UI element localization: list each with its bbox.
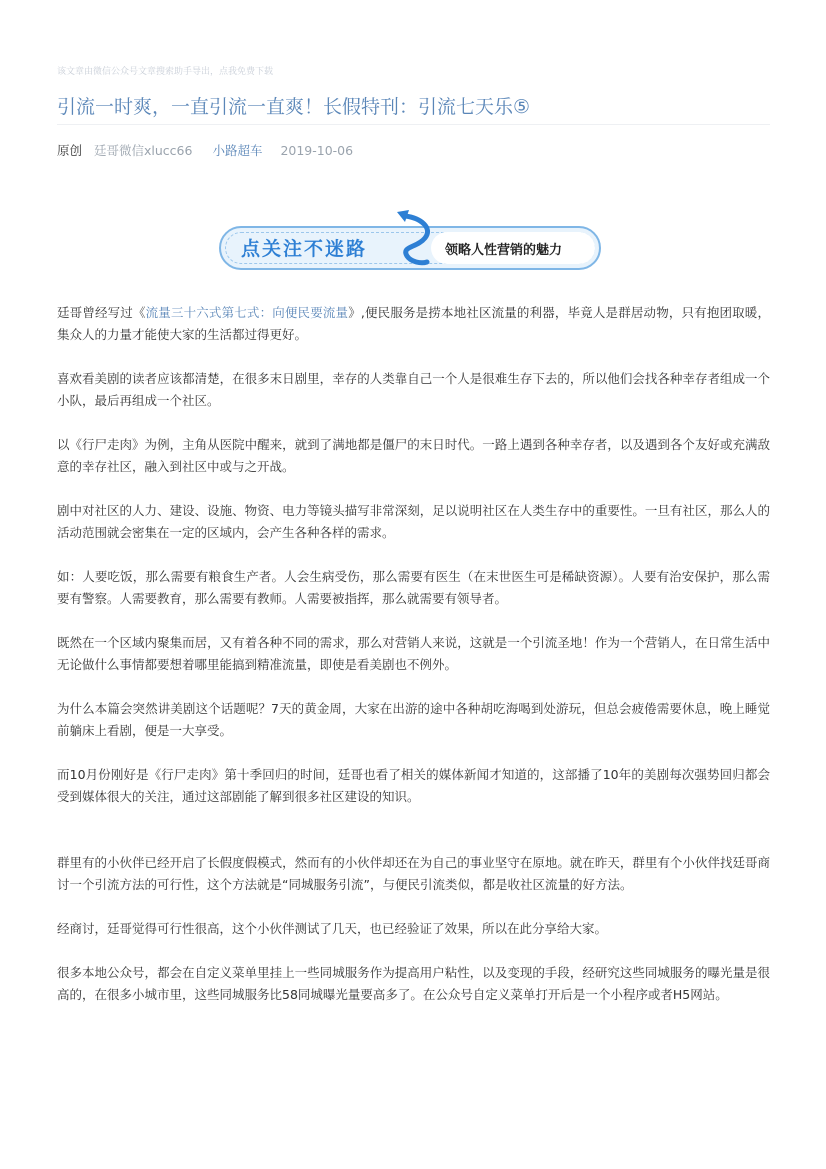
follow-banner [219, 206, 605, 274]
paragraph-8: 而10月份刚好是《行尸走肉》第十季回归的时间，廷哥也看了相关的媒体新闻才知道的，这部播了10年的美剧每次强势回归都会受到媒体很大的关注，通过这部剧能了解到很多社区建设的知识。 [57, 767, 770, 804]
paragraph-11: 很多本地公众号，都会在自定义菜单里挂上一些同城服务作为提高用户粘性，以及变现的手段，经研究这些同城服务的曝光量是很高的，在很多小城市里，这些同城服务比58同城曝光量要高多了。在公众号自定义菜单打开后是一个小程序或者H5网站。 [57, 965, 770, 1002]
account-link[interactable]: 小路超车 [212, 143, 263, 158]
article-title: 引流一时爽，一直引流一直爽！长假特刊：引流七天乐⑤ [57, 96, 531, 118]
article-body [57, 302, 770, 1028]
paragraph-4: 剧中对社区的人力、建设、设施、物资、电力等镜头描写非常深刻，足以说明社区在人类生存中的重要性。一旦有社区，那么人的活动范围就会密集在一定的区域内，会产生各种各样的需求。 [57, 503, 770, 540]
title-divider [57, 124, 770, 125]
related-article-link[interactable]: 流量三十六式第七式：向便民要流量 [145, 305, 349, 320]
paragraph-10: 经商讨，廷哥觉得可行性很高，这个小伙伴测试了几天，也已经验证了效果，所以在此分享给大家。 [57, 921, 608, 936]
export-notice-link[interactable]: 该文章由微信公众号文章搜索助手导出，点我免费下载 [57, 67, 274, 77]
article-meta [57, 141, 353, 159]
paragraph-9: 群里有的小伙伴已经开启了长假度假模式，然而有的小伙伴却还在为自己的事业坚守在原地。就在昨天，群里有个小伙伴找廷哥商讨一个引流方法的可行性，这个方法就是“同城服务引流”，与便民引流类似，都是收社区流量的好方法。 [57, 855, 770, 892]
banner-slogan-text: 领略人性营销的魅力 [445, 243, 563, 258]
publish-date: 2019-10-06 [280, 143, 354, 158]
paragraph-7: 为什么本篇会突然讲美剧这个话题呢？7天的黄金周，大家在出游的途中各种胡吃海喝到处游玩，但总会疲倦需要休息，晚上睡觉前躺床上看剧，便是一大享受。 [57, 701, 770, 738]
paragraph-5: 如：人要吃饭，那么需要有粮食生产者。人会生病受伤，那么需要有医生（在末世医生可是稀缺资源）。人要有治安保护，那么需要有警察。人需要教育，那么需要有教师。人需要被指挥，那么就需要有领导者。 [57, 569, 770, 606]
paragraph-2: 喜欢看美剧的读者应该都清楚，在很多末日剧里，幸存的人类靠自己一个人是很难生存下去的，所以他们会找各种幸存者组成一个小队，最后再组成一个社区。 [57, 371, 770, 408]
original-badge: 原创 [57, 143, 83, 158]
paragraph-6: 既然在一个区域内聚集而居，又有着各种不同的需求，那么对营销人来说，这就是一个引流圣地！作为一个营销人，在日常生活中无论做什么事情都要想着哪里能搞到精准流量，即使是看美剧也不例外。 [57, 635, 770, 672]
banner-follow-text: 点关注不迷路 [241, 238, 368, 260]
paragraph-1: 廷哥曾经写过《流量三十六式第七式：向便民要流量》,便民服务是捞本地社区流量的利器，毕竟人是群居动物，只有抱团取暖，集众人的力量才能使大家的生活都过得更好。 [57, 305, 770, 342]
author-name: 廷哥微信xlucc66 [94, 143, 193, 158]
paragraph-3: 以《行尸走肉》为例，主角从医院中醒来，就到了满地都是僵尸的末日时代。一路上遇到各种幸存者，以及遇到各个友好或充满敌意的幸存社区，融入到社区中或与之开战。 [57, 437, 770, 474]
swirl-arrow-icon [387, 206, 439, 270]
